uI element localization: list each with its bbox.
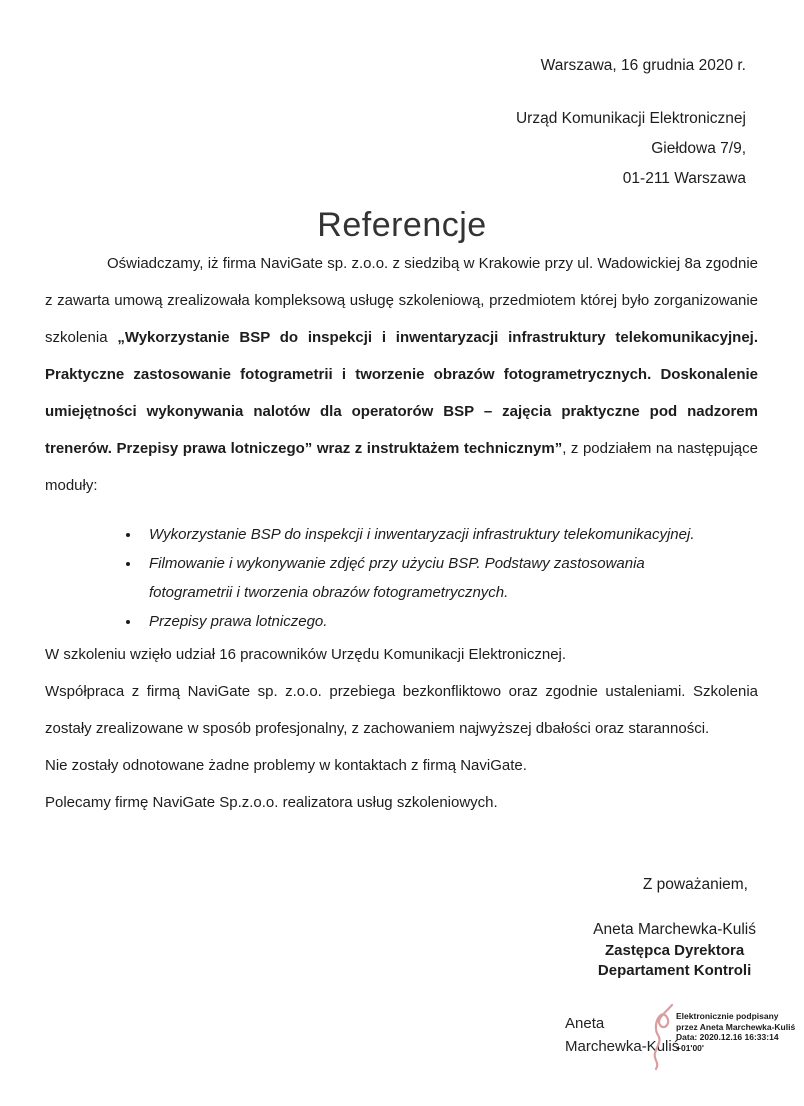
stamp-details-line: Data: 2020.12.16 16:33:14 xyxy=(676,1032,779,1042)
recipient-organization: Urząd Komunikacji Elektronicznej xyxy=(515,110,746,127)
no-problems-paragraph: Nie zostały odnotowane żadne problemy w kontaktach z firmą NaviGate. xyxy=(45,757,527,774)
recipient-address xyxy=(0,104,804,194)
intro-lead-text: Oświadczamy, iż firma NaviGate sp. z.o.o. z siedzibą w Krakowie przy ul. Wadowickiej 8a zgodnie z zawarta umową zrealizowała kompleksową usługę szkoleniową, przedmiotem której było zorganizowanie szkolenia xyxy=(45,255,758,346)
module-item: • Przepisy prawa lotniczego. xyxy=(141,607,711,636)
intro-paragraph xyxy=(45,245,758,504)
stamp-details-line: Elektronicznie podpisany xyxy=(676,1011,779,1021)
module-item: • Wykorzystanie BSP do inspekcji i inwentaryzacji infrastruktury telekomunikacyjnej. xyxy=(141,520,711,549)
signatory-department: Departament Kontroli xyxy=(597,962,752,979)
stamp-details-line: przez Aneta Marchewka-Kuliś xyxy=(676,1021,796,1032)
stamp-name-line2: Marchewka-Kuliś xyxy=(565,1038,680,1055)
module-item: • Filmowanie i wykonywanie zdjęć przy użyciu BSP. Podstawy zastosowania fotogrametrii i tworzenia obrazów fotogrametrycznych. xyxy=(141,549,711,607)
recommendation-paragraph: Polecamy firmę NaviGate Sp.z.o.o. realizatora usług szkoleniowych. xyxy=(45,794,498,811)
signature-flourish-icon xyxy=(646,1002,680,1072)
date-line: Warszawa, 16 grudnia 2020 r. xyxy=(540,57,746,74)
stamp-details xyxy=(676,1011,804,1053)
stamp-name-line1: Aneta xyxy=(565,1015,605,1032)
recipient-street: Giełdowa 7/9, xyxy=(651,140,746,157)
cooperation-paragraph: Współpraca z firmą NaviGate sp. z.o.o. przebiega bezkonfliktowo oraz zgodnie ustaleniami. Szkolenia zostały zrealizowane w sposób profesjonalny, z zachowaniem najwyższej dbałości oraz staranności. xyxy=(45,683,758,737)
participants-paragraph: W szkoleniu wzięło udział 16 pracowników Urzędu Komunikacji Elektronicznej. xyxy=(45,646,567,663)
document-title: Referencje xyxy=(317,206,487,244)
training-title-text: „Wykorzystanie BSP do inspekcji i inwentaryzacji infrastruktury telekomunikacyjnej. Praktyczne zastosowanie fotogrametrii i tworzenie obrazów fotogrametrycznych. Doskonalenie umiejętności wykonywania nalotów dla operatorów BSP – zajęcia praktyczne pod nadzorem trenerów. Przepisy prawa lotniczego” wraz z instruktażem technicznym” xyxy=(45,329,758,457)
stamp-details-line: +01'00' xyxy=(676,1042,704,1053)
document-body xyxy=(0,245,804,821)
recipient-city: 01-211 Warszawa xyxy=(622,170,746,187)
signature-block xyxy=(0,919,804,981)
intro-tail-text: , z podziałem na następujące moduły: xyxy=(45,440,758,494)
modules-list xyxy=(119,520,711,636)
signature-inner xyxy=(593,919,756,981)
signatory-role: Zastępca Dyrektora xyxy=(604,942,745,959)
closing-salutation: Z poważaniem, xyxy=(642,876,748,893)
signatory-name: Aneta Marchewka-Kuliś xyxy=(593,921,756,938)
